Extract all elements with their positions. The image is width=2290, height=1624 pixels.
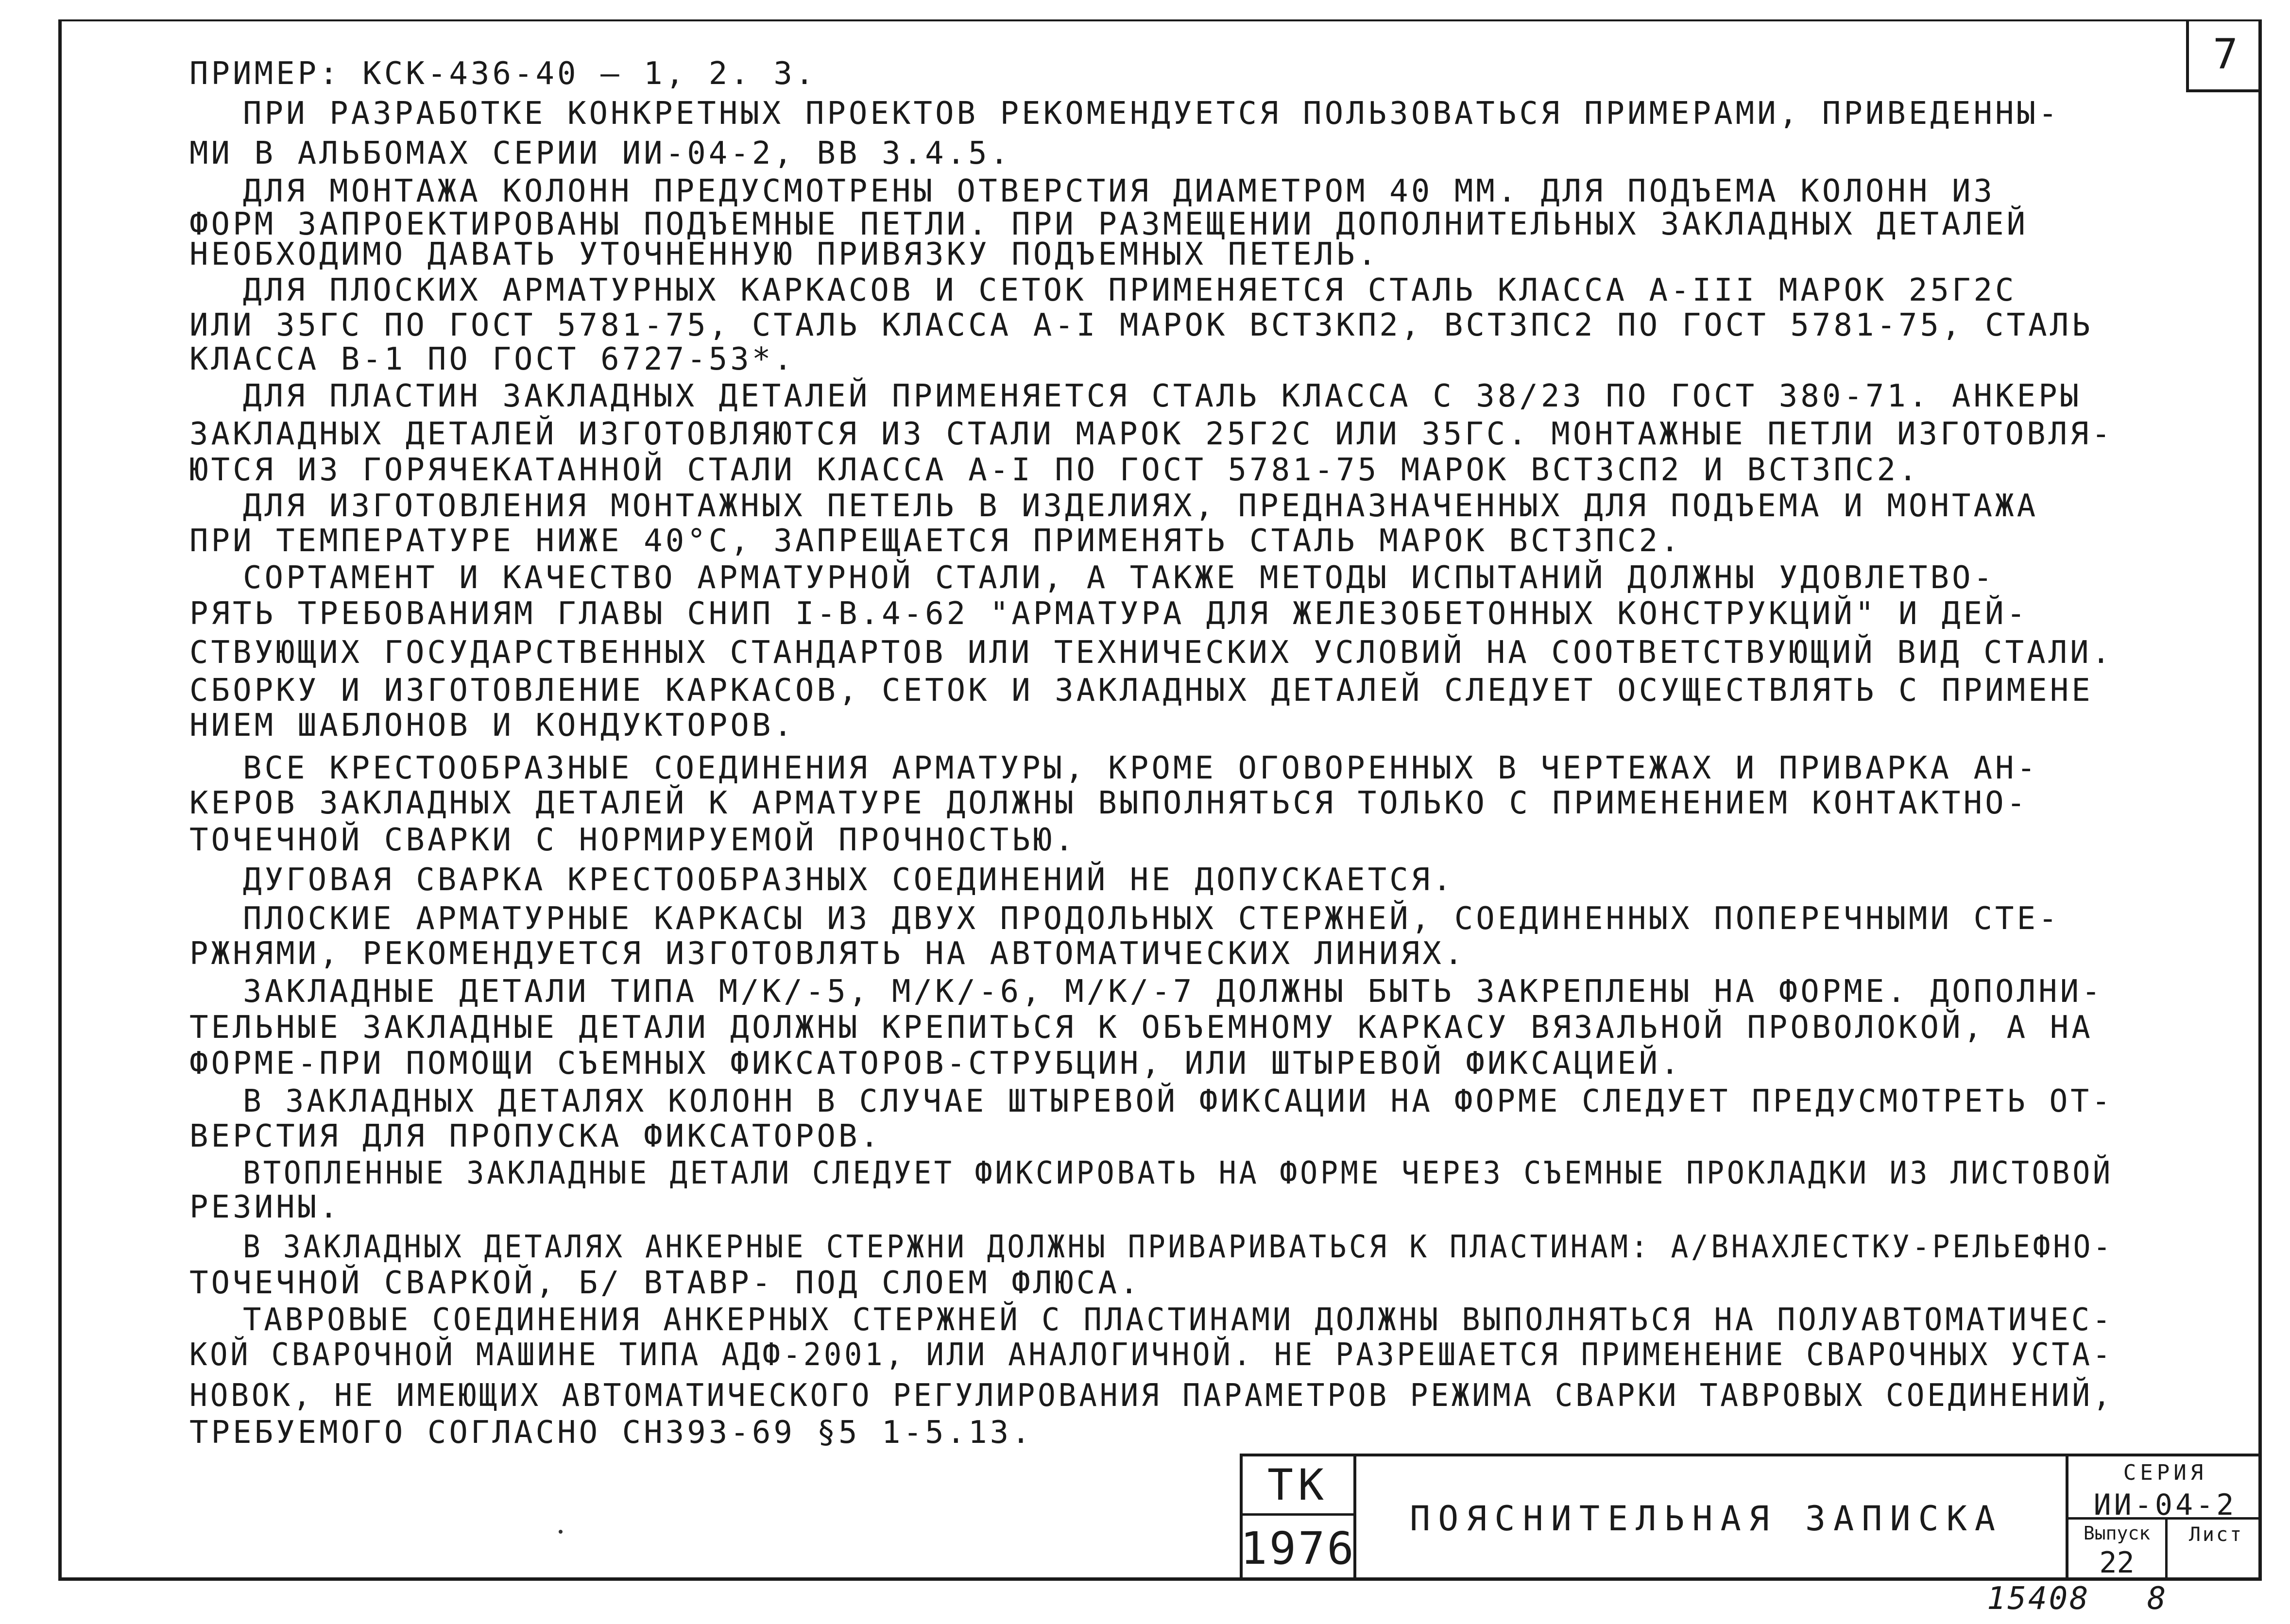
body-line: ПЛОСКИЕ АРМАТУРНЫЕ КАРКАСЫ ИЗ ДВУХ ПРОДОЛЬНЫХ СТЕРЖНЕЙ, СОЕДИНЕННЫХ ПОПЕРЕЧНЫМИ СТЕ-: [243, 901, 2060, 937]
title-block-code-column: [1240, 1456, 1356, 1581]
body-line: ДЛЯ ПЛАСТИН ЗАКЛАДНЫХ ДЕТАЛЕЙ ПРИМЕНЯЕТСЯ СТАЛЬ КЛАССА С 38/23 ПО ГОСТ 380-71. АНКЕРЫ: [243, 378, 2082, 414]
body-line: ТЕЛЬНЫЕ ЗАКЛАДНЫЕ ДЕТАЛИ ДОЛЖНЫ КРЕПИТЬСЯ К ОБЪЕМНОМУ КАРКАСУ ВЯЗАЛЬНОЙ ПРОВОЛОКОЙ, А НА: [189, 1010, 2093, 1046]
issue-label: Выпуск: [2083, 1522, 2151, 1544]
body-line: ДУГОВАЯ СВАРКА КРЕСТООБРАЗНЫХ СОЕДИНЕНИЙ НЕ ДОПУСКАЕТСЯ.: [243, 862, 1454, 898]
body-line: ПРИ ТЕМПЕРАТУРЕ НИЖЕ 40°С, ЗАПРЕЩАЕТСЯ ПРИМЕНЯТЬ СТАЛЬ МАРОК ВСТ3ПС2.: [189, 523, 1682, 559]
body-line: ФОРМЕ-ПРИ ПОМОЩИ СЪЕМНЫХ ФИКСАТОРОВ-СТРУБЦИН, ИЛИ ШТЫРЕВОЙ ФИКСАЦИЕЙ.: [189, 1046, 1682, 1082]
body-line: СТВУЮЩИХ ГОСУДАРСТВЕННЫХ СТАНДАРТОВ ИЛИ ТЕХНИЧЕСКИХ УСЛОВИЙ НА СООТВЕТСТВУЮЩИЙ ВИД СТАЛИ.: [189, 635, 2114, 671]
body-line: ВТОПЛЕННЫЕ ЗАКЛАДНЫЕ ДЕТАЛИ СЛЕДУЕТ ФИКСИРОВАТЬ НА ФОРМЕ ЧЕРЕЗ СЪЕМНЫЕ ПРОКЛАДКИ ИЗ ЛИСТОВОЙ: [243, 1155, 2113, 1191]
body-line: НИЕМ ШАБЛОНОВ И КОНДУКТОРОВ.: [189, 708, 795, 744]
body-line: ДЛЯ ИЗГОТОВЛЕНИЯ МОНТАЖНЫХ ПЕТЕЛЬ В ИЗДЕЛИЯХ, ПРЕДНАЗНАЧЕННЫХ ДЛЯ ПОДЪЕМА И МОНТАЖА: [243, 488, 2039, 524]
sheet-cell: [2168, 1520, 2265, 1581]
body-line: ВЕРСТИЯ ДЛЯ ПРОПУСКА ФИКСАТОРОВ.: [189, 1118, 882, 1154]
body-line: НЕОБХОДИМО ДАВАТЬ УТОЧНЕННУЮ ПРИВЯЗКУ ПОДЪЕМНЫХ ПЕТЕЛЬ.: [189, 237, 1380, 272]
issue-value: 22: [2099, 1546, 2135, 1580]
body-line: МИ В АЛЬБОМАХ СЕРИИ ИИ-04-2, ВВ 3.4.5.: [189, 135, 1012, 171]
document-title: ПОЯСНИТЕЛЬНАЯ ЗАПИСКА: [1410, 1499, 2003, 1539]
body-line: КЛАССА В-1 ПО ГОСТ 6727-53*.: [189, 341, 795, 377]
body-line: СОРТАМЕНТ И КАЧЕСТВО АРМАТУРНОЙ СТАЛИ, А ТАКЖЕ МЕТОДЫ ИСПЫТАНИЙ ДОЛЖНЫ УДОВЛЕТВО-: [243, 560, 1996, 596]
body-line: ТОЧЕЧНОЙ СВАРКИ С НОРМИРУЕМОЙ ПРОЧНОСТЬЮ.: [189, 822, 1077, 858]
series-value: ИИ-04-2: [2093, 1488, 2237, 1522]
body-line: ЮТСЯ ИЗ ГОРЯЧЕКАТАННОЙ СТАЛИ КЛАССА А-I ПО ГОСТ 5781-75 МАРОК ВСТ3СП2 И ВСТ3ПС2.: [189, 452, 1920, 488]
body-line: ВСЕ КРЕСТООБРАЗНЫЕ СОЕДИНЕНИЯ АРМАТУРЫ, КРОМЕ ОГОВОРЕННЫХ В ЧЕРТЕЖАХ И ПРИВАРКА АН-: [243, 750, 2039, 786]
title-block-right: [2066, 1456, 2262, 1581]
body-line: РЯТЬ ТРЕБОВАНИЯМ ГЛАВЫ СНИП I-В.4-62 "АРМАТУРА ДЛЯ ЖЕЛЕЗОБЕТОННЫХ КОНСТРУКЦИЙ" И ДЕЙ-: [189, 596, 2029, 632]
body-line: ТАВРОВЫЕ СОЕДИНЕНИЯ АНКЕРНЫХ СТЕРЖНЕЙ С ПЛАСТИНАМИ ДОЛЖНЫ ВЫПОЛНЯТЬСЯ НА ПОЛУАВТОМАТИЧЕС-: [243, 1302, 2114, 1338]
footer-sheet-number: 8: [2147, 1581, 2168, 1617]
body-line: ТОЧЕЧНОЙ СВАРКОЙ, Б/ ВТАВР- ПОД СЛОЕМ ФЛЮСА.: [189, 1265, 1142, 1301]
sheet-label: Лист: [2188, 1523, 2244, 1546]
body-line: СБОРКУ И ИЗГОТОВЛЕНИЕ КАРКАСОВ, СЕТОК И ЗАКЛАДНЫХ ДЕТАЛЕЙ СЛЕДУЕТ ОСУЩЕСТВЛЯТЬ С ПРИМЕНЕ: [189, 673, 2093, 709]
body-line: ПРИ РАЗРАБОТКЕ КОНКРЕТНЫХ ПРОЕКТОВ РЕКОМЕНДУЕТСЯ ПОЛЬЗОВАТЬСЯ ПРИМЕРАМИ, ПРИВЕДЕННЫ-: [243, 96, 2060, 132]
explanatory-note-text: [189, 49, 2113, 1457]
page-number: 7: [2186, 19, 2262, 92]
body-line: ЗАКЛАДНЫХ ДЕТАЛЕЙ ИЗГОТОВЛЯЮТСЯ ИЗ СТАЛИ МАРОК 25Г2С ИЛИ 35ГС. МОНТАЖНЫЕ ПЕТЛИ ИЗГОТОВЛЯ-: [189, 416, 2114, 452]
body-line: ДЛЯ ПЛОСКИХ АРМАТУРНЫХ КАРКАСОВ И СЕТОК ПРИМЕНЯЕТСЯ СТАЛЬ КЛАССА А-III МАРОК 25Г2С: [243, 272, 2017, 308]
body-line: РЕЗИНЫ.: [189, 1189, 341, 1225]
body-line: ДЛЯ МОНТАЖА КОЛОНН ПРЕДУСМОТРЕНЫ ОТВЕРСТИЯ ДИАМЕТРОМ 40 ММ. ДЛЯ ПОДЪЕМА КОЛОНН ИЗ: [243, 173, 1996, 209]
body-line: КОЙ СВАРОЧНОЙ МАШИНЕ ТИПА АДФ-2001, ИЛИ АНАЛОГИЧНОЙ. НЕ РАЗРЕШАЕТСЯ ПРИМЕНЕНИЕ СВАРОЧНЫХ УСТА-: [189, 1337, 2113, 1373]
body-line: ИЛИ 35ГС ПО ГОСТ 5781-75, СТАЛЬ КЛАССА А-I МАРОК ВСТ3КП2, ВСТ3ПС2 ПО ГОСТ 5781-75, СТАЛЬ: [189, 307, 2093, 343]
document-code: ТК: [1243, 1456, 1353, 1516]
body-line: НОВОК, НЕ ИМЕЮЩИХ АВТОМАТИЧЕСКОГО РЕГУЛИРОВАНИЯ ПАРАМЕТРОВ РЕЖИМА СВАРКИ ТАВРОВЫХ СОЕДИНЕНИЙ,: [189, 1378, 2114, 1414]
scan-speck: [559, 1530, 563, 1534]
inventory-number: 15408: [1987, 1581, 2090, 1617]
series-label: СЕРИЯ: [2123, 1460, 2207, 1485]
body-line: ЗАКЛАДНЫЕ ДЕТАЛИ ТИПА М/К/-5, М/К/-6, М/К/-7 ДОЛЖНЫ БЫТЬ ЗАКРЕПЛЕНЫ НА ФОРМЕ. ДОПОЛНИ-: [243, 974, 2103, 1010]
body-line: ФОРМ ЗАПРОЕКТИРОВАНЫ ПОДЪЕМНЫЕ ПЕТЛИ. ПРИ РАЗМЕЩЕНИИ ДОПОЛНИТЕЛЬНЫХ ЗАКЛАДНЫХ ДЕТАЛЕЙ: [189, 206, 2029, 242]
issue-cell: [2068, 1520, 2168, 1581]
title-block: [1240, 1454, 2262, 1581]
document-year: 1976: [1240, 1522, 1356, 1574]
body-line: В ЗАКЛАДНЫХ ДЕТАЛЯХ КОЛОНН В СЛУЧАЕ ШТЫРЕВОЙ ФИКСАЦИИ НА ФОРМЕ СЛЕДУЕТ ПРЕДУСМОТРЕТЬ ОТ-: [243, 1083, 2113, 1119]
body-line: ТРЕБУЕМОГО СОГЛАСНО СН393-69 §5 1-5.13.: [189, 1415, 1033, 1451]
body-line: РЖНЯМИ, РЕКОМЕНДУЕТСЯ ИЗГОТОВЛЯТЬ НА АВТОМАТИЧЕСКИХ ЛИНИЯХ.: [189, 936, 1466, 972]
series-cell: [2068, 1456, 2262, 1520]
body-line: КЕРОВ ЗАКЛАДНЫХ ДЕТАЛЕЙ К АРМАТУРЕ ДОЛЖНЫ ВЫПОЛНЯТЬСЯ ТОЛЬКО С ПРИМЕНЕНИЕМ КОНТАКТНО-: [189, 785, 2029, 821]
body-line: ПРИМЕР: КСК-436-40 — 1, 2. 3.: [189, 56, 817, 92]
body-line: В ЗАКЛАДНЫХ ДЕТАЛЯХ АНКЕРНЫЕ СТЕРЖНИ ДОЛЖНЫ ПРИВАРИВАТЬСЯ К ПЛАСТИНАМ: А/ВНАХЛЕСТКУ-РЕЛЬЕФНО-: [243, 1229, 2114, 1265]
